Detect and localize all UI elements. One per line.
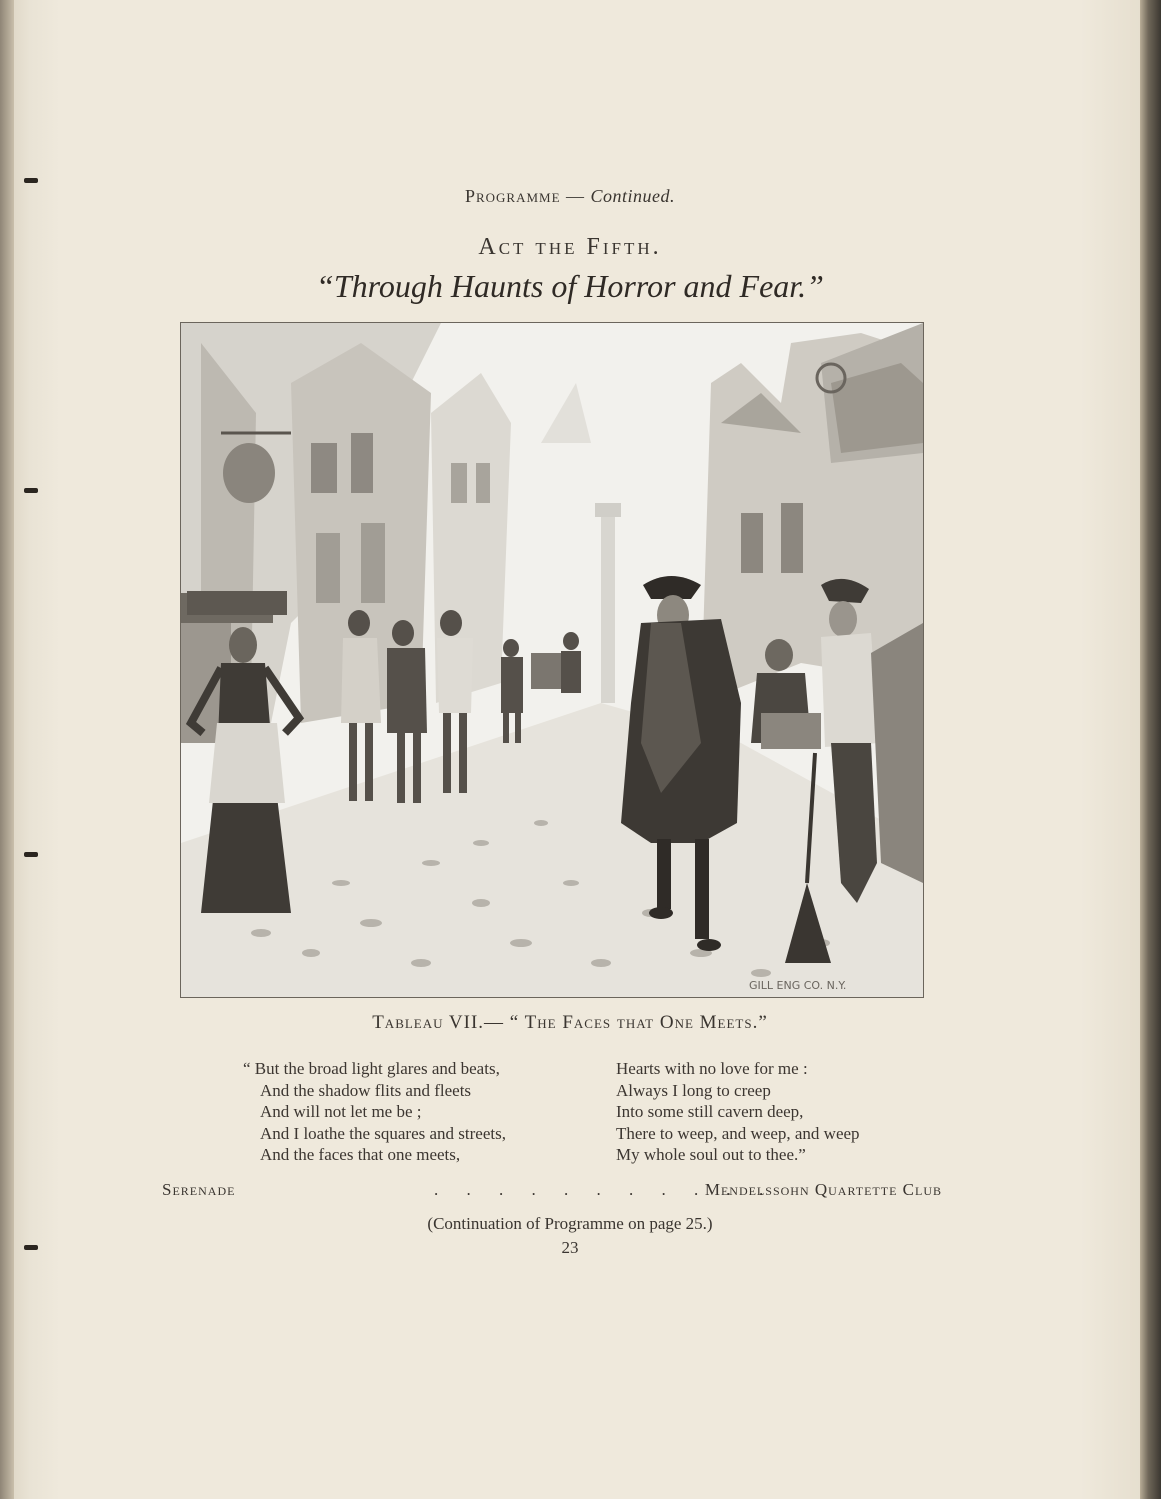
continuation-note: (Continuation of Programme on page 25.) (427, 1214, 713, 1233)
verse-line: Always I long to creep (616, 1080, 771, 1100)
page-header (0, 186, 1140, 207)
binding-stitch (24, 852, 38, 857)
page-edge-shadow (1140, 0, 1161, 1499)
programme-item-title: Serenade (162, 1180, 236, 1199)
verse-line: And the shadow flits and fleets (260, 1080, 472, 1100)
binding-stitch (24, 488, 38, 493)
tableau-caption: Tableau VII.— “ The Faces that One Meets.” (372, 1012, 768, 1033)
header-continued: Continued. (590, 186, 676, 206)
verse-line: My whole soul out to thee.” (616, 1145, 806, 1164)
act-title: Act the Fifth. (478, 234, 662, 260)
binding-stitch (24, 178, 38, 183)
verse-line: And will not let me be ; (260, 1102, 422, 1121)
programme-item-performer: Mendelssohn Quartette Club (704, 1180, 942, 1199)
street-scene-illustration (180, 322, 924, 998)
page-number: 23 (561, 1238, 579, 1257)
verse-left-column (243, 1058, 506, 1166)
engraver-credit: GILL ENG CO. N.Y. (749, 979, 847, 992)
verse-right-column (616, 1058, 860, 1166)
verse-line: There to weep, and weep, and weep (616, 1123, 860, 1143)
verse-line: Into some still cavern deep, (616, 1102, 804, 1121)
programme-item (162, 1180, 942, 1204)
verse-line: And the faces that one meets, (260, 1145, 461, 1164)
binding-edge (0, 0, 14, 1499)
leader-dots: . . . . . . . . . . . (434, 1180, 776, 1199)
act-subtitle: “Through Haunts of Horror and Fear.” (316, 268, 824, 304)
verse-line: And I loathe the squares and streets, (260, 1123, 506, 1143)
verse-line: Hearts with no love for me : (616, 1059, 808, 1078)
header-prefix: Programme — (464, 186, 591, 206)
verse-line: “ But the broad light glares and beats, (243, 1059, 500, 1078)
illustration-drawing (181, 323, 923, 997)
